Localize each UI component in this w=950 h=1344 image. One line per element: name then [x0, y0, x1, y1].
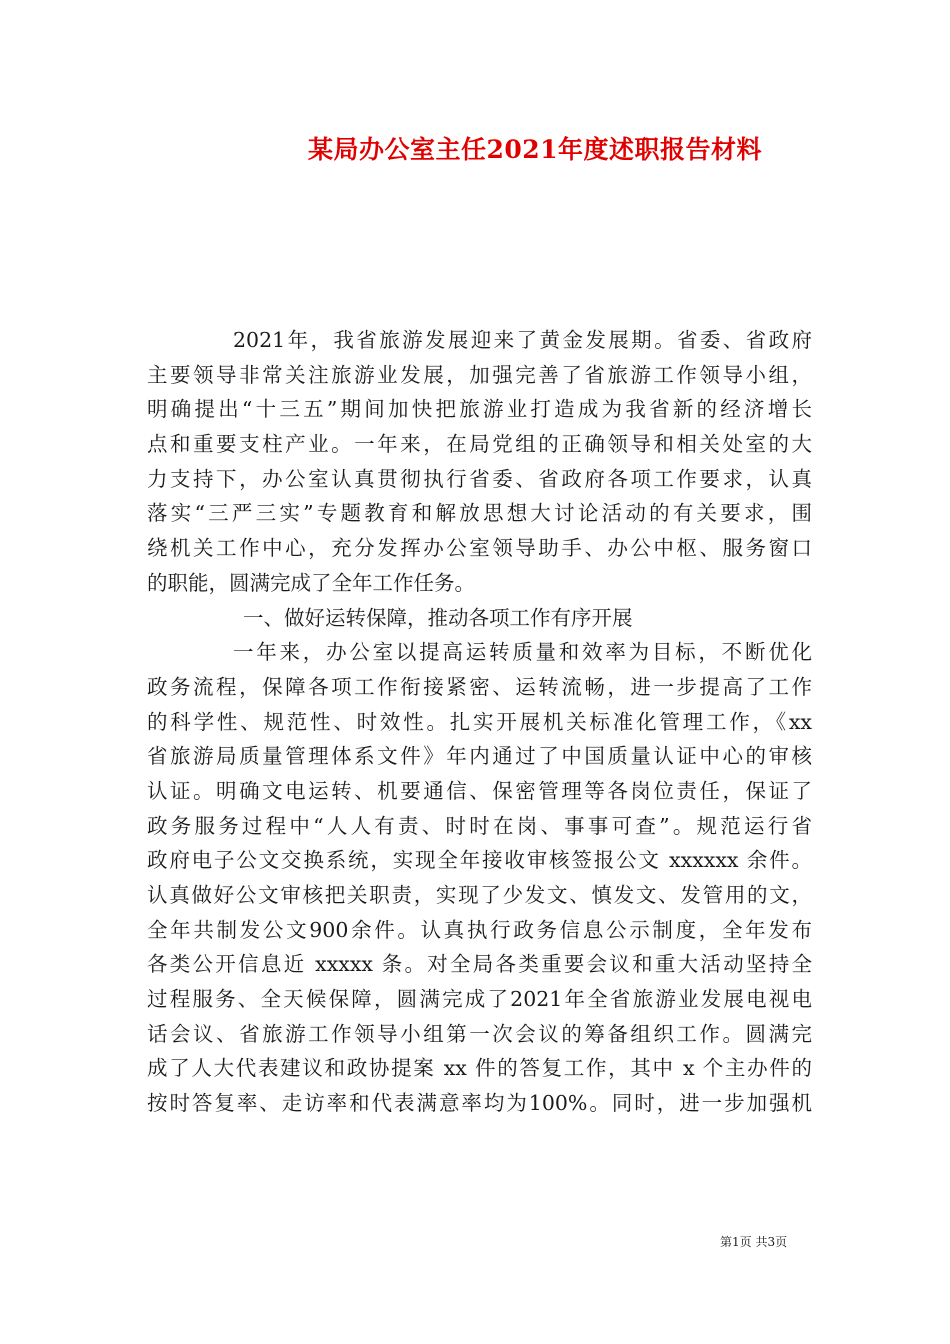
body-line: 落实“三严三实”专题教育和解放思想大讨论活动的有关要求，围	[147, 501, 812, 526]
body-line: 点和重要支柱产业。一年来，在局党组的正确领导和相关处室的大	[147, 432, 812, 457]
document-body	[147, 323, 812, 1121]
body-line: 的科学性、规范性、时效性。扎实开展机关标准化管理工作，《xx	[147, 709, 812, 734]
section-heading: 一、做好运转保障，推动各项工作有序开展	[243, 605, 633, 630]
body-line: 按时答复率、走访率和代表满意率均为100%。同时，进一步加强机	[147, 1091, 812, 1116]
body-line: 的职能，圆满完成了全年工作任务。	[147, 570, 475, 595]
body-line: 2021年，我省旅游发展迎来了黄金发展期。省委、省政府	[233, 328, 812, 352]
body-line: 政府电子公文交换系统，实现全年接收审核签报公文 xxxxxx 余件。	[147, 848, 812, 873]
body-line: 各类公开信息近 xxxxx 条。对全局各类重要会议和重大活动坚持全	[147, 952, 812, 977]
body-line: 认证。明确文电运转、机要通信、保密管理等各岗位责任，保证了	[147, 778, 812, 803]
body-line: 绕机关工作中心，充分发挥办公室领导助手、办公中枢、服务窗口	[147, 536, 812, 561]
body-line: 明确提出“十三五”期间加快把旅游业打造成为我省新的经济增长	[147, 397, 812, 422]
body-line: 主要领导非常关注旅游业发展，加强完善了省旅游工作领导小组，	[147, 362, 812, 387]
body-line: 政务流程，保障各项工作衔接紧密、运转流畅，进一步提高了工作	[147, 674, 812, 699]
body-line: 力支持下，办公室认真贯彻执行省委、省政府各项工作要求，认真	[147, 466, 812, 491]
page-number: 第1页 共3页	[720, 1235, 788, 1249]
body-line: 省旅游局质量管理体系文件》年内通过了中国质量认证中心的审核	[147, 744, 812, 769]
document-title: 某局办公室主任2021年度述职报告材料	[307, 135, 763, 164]
body-line: 政务服务过程中“人人有责、时时在岗、事事可查”。规范运行省	[147, 813, 812, 838]
body-line: 成了人大代表建议和政协提案 xx 件的答复工作，其中 x 个主办件的	[147, 1056, 812, 1081]
body-line: 过程服务、全天候保障，圆满完成了2021年全省旅游业发展电视电	[147, 987, 812, 1012]
body-line: 全年共制发公文900余件。认真执行政务信息公示制度，全年发布	[147, 917, 812, 942]
body-line: 认真做好公文审核把关职责，实现了少发文、慎发文、发管用的文，	[147, 883, 812, 907]
body-line: 话会议、省旅游工作领导小组第一次会议的筹备组织工作。圆满完	[147, 1021, 812, 1046]
body-line: 一年来，办公室以提高运转质量和效率为目标，不断优化	[233, 640, 812, 665]
